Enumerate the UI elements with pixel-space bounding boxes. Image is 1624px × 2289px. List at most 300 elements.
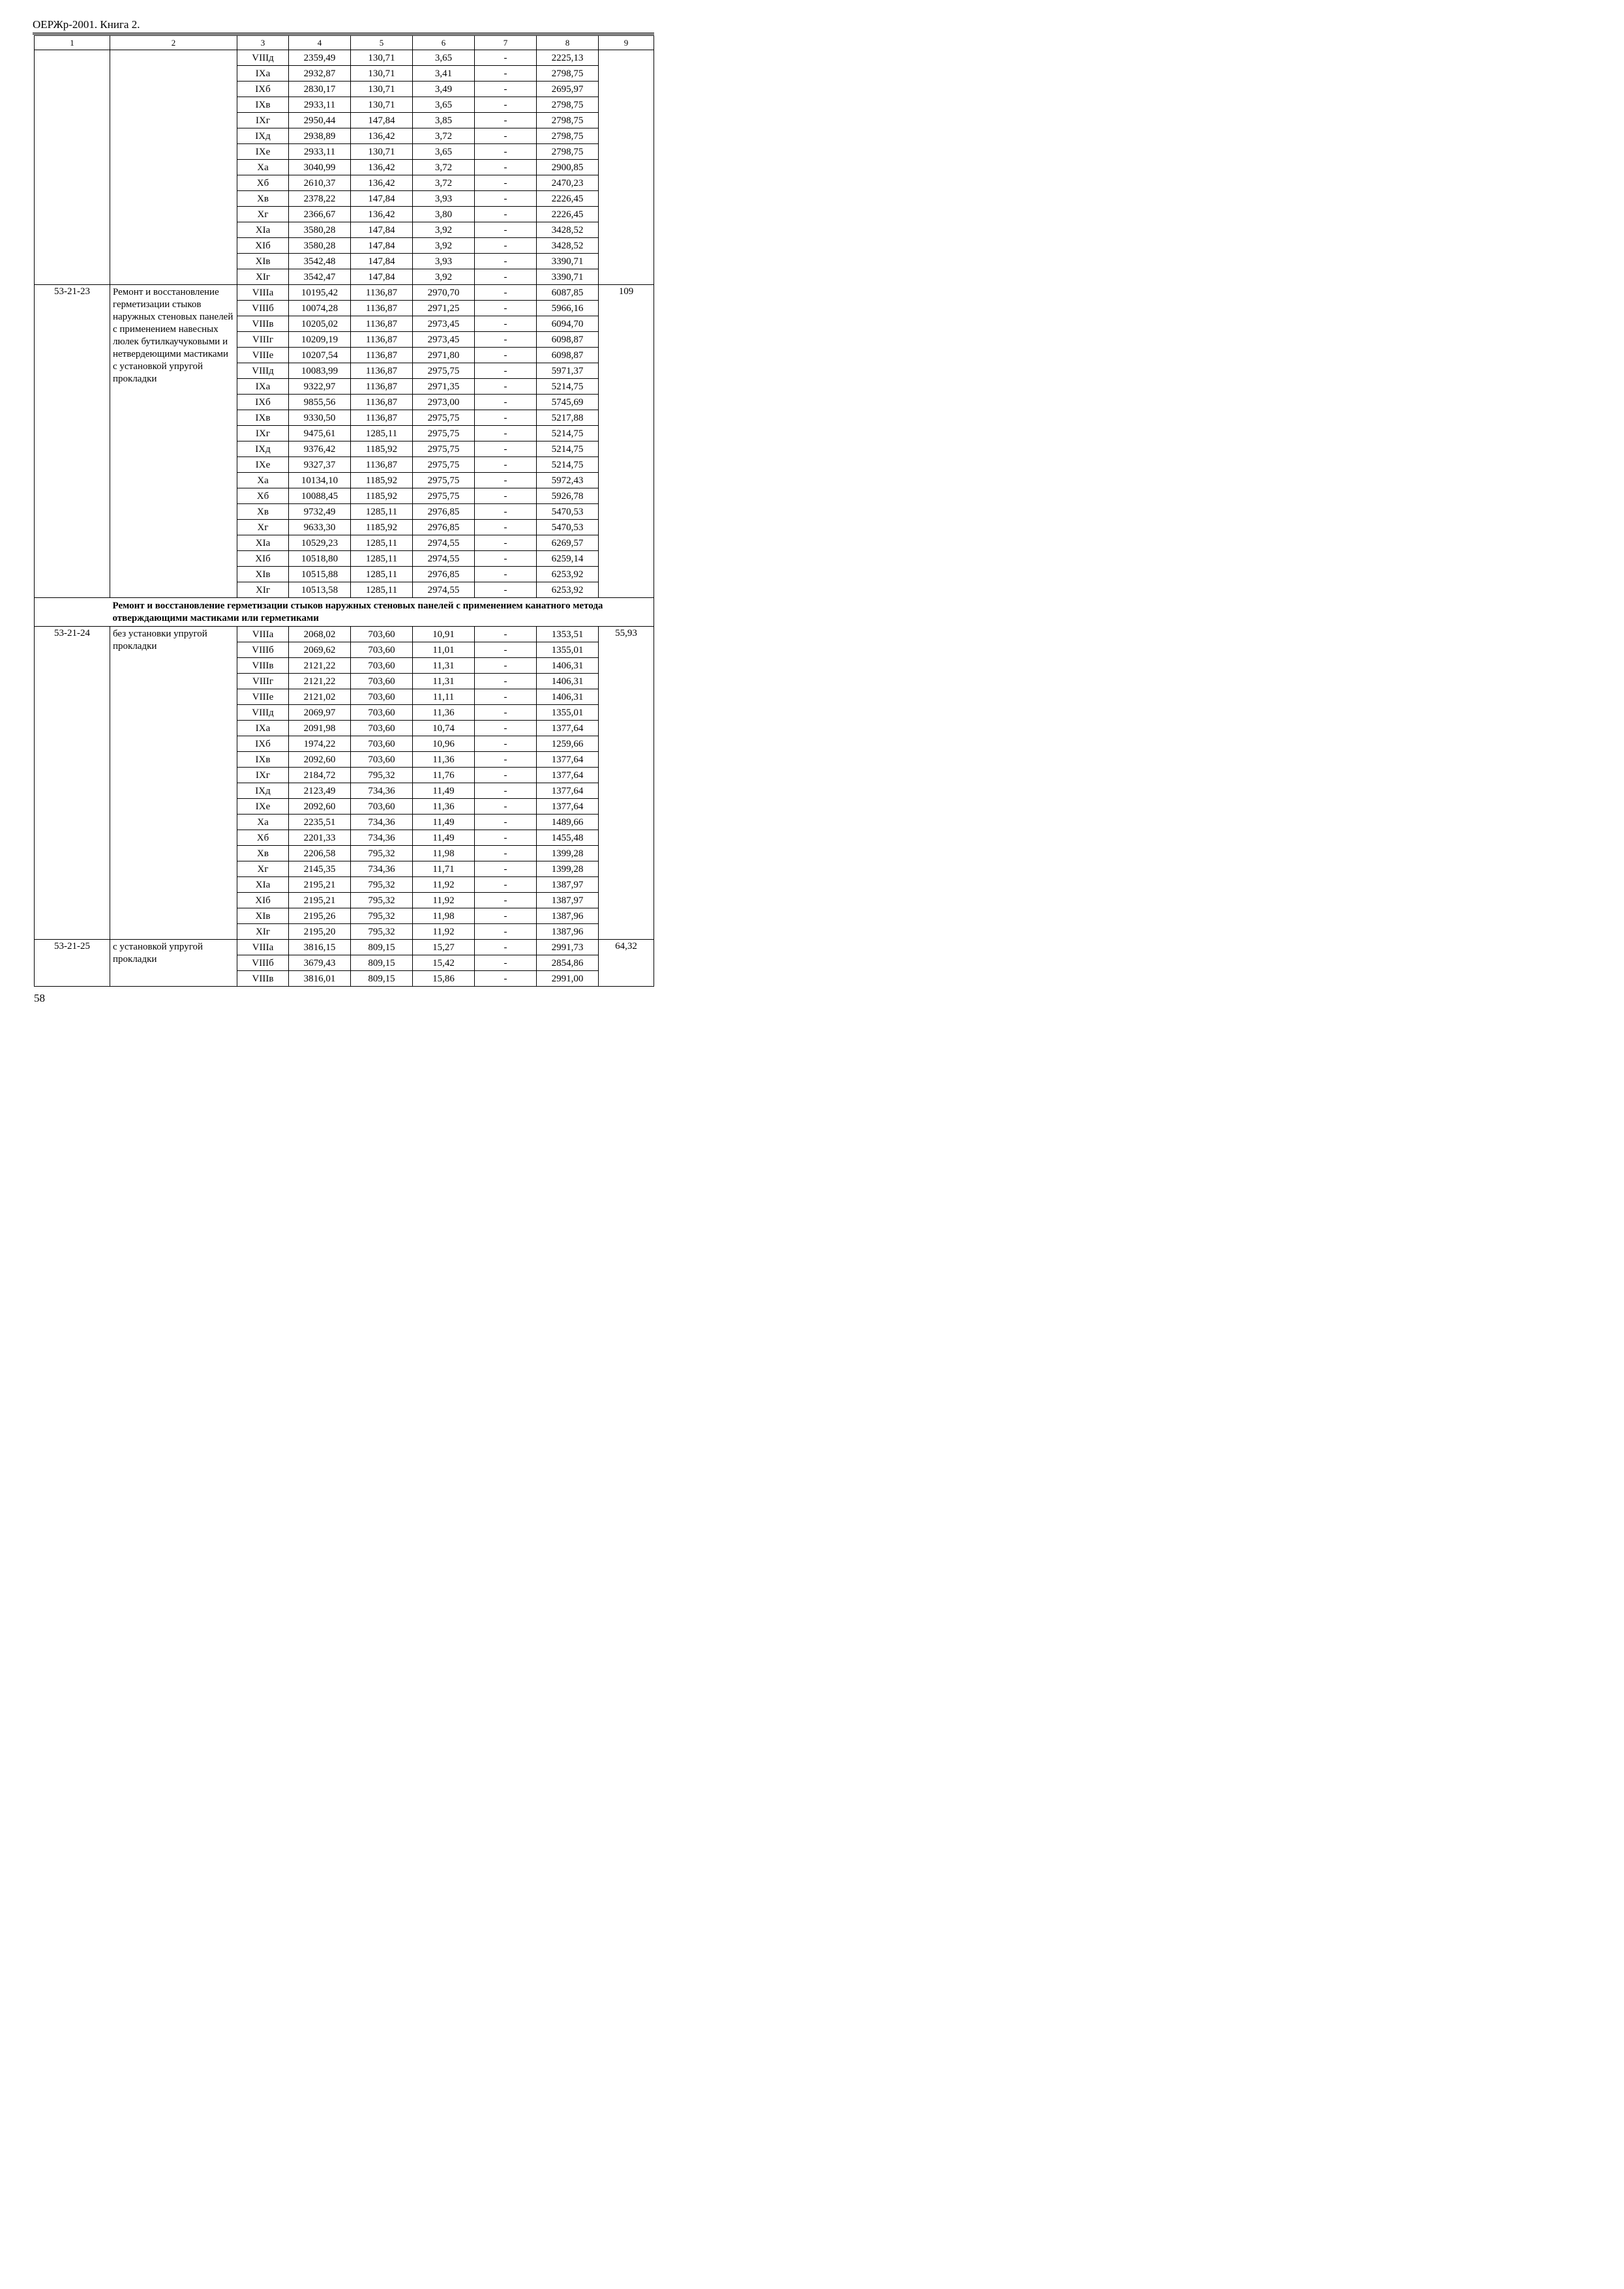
total-cost: 1974,22: [289, 736, 351, 752]
machinist-wages: -: [475, 395, 537, 410]
zone-code: VIIIг: [237, 674, 289, 689]
column-number: 9: [599, 36, 654, 50]
materials-cost: 1387,96: [537, 908, 599, 924]
total-cost: 10083,99: [289, 363, 351, 379]
machine-cost: 11,49: [413, 783, 475, 799]
machinist-wages: -: [475, 736, 537, 752]
machine-cost: 15,27: [413, 940, 475, 955]
zone-code: Xв: [237, 191, 289, 207]
zone-code: IXа: [237, 379, 289, 395]
section-title: Ремонт и восстановление герметизации стыков наружных стеновых панелей с применением канатного метода отверждающими мастиками или герметиками: [110, 598, 654, 627]
materials-cost: 1489,66: [537, 815, 599, 830]
wages: 1136,87: [351, 348, 413, 363]
machine-cost: 2974,55: [413, 535, 475, 551]
machinist-wages: -: [475, 924, 537, 940]
machinist-wages: -: [475, 82, 537, 97]
total-cost: 9633,30: [289, 520, 351, 535]
zone-code: VIIIб: [237, 642, 289, 658]
machinist-wages: -: [475, 457, 537, 473]
machine-cost: 2975,75: [413, 473, 475, 488]
materials-cost: 2226,45: [537, 207, 599, 222]
rates-table: [34, 35, 654, 987]
materials-cost: 6253,92: [537, 582, 599, 598]
machinist-wages: -: [475, 551, 537, 567]
machinist-wages: -: [475, 752, 537, 768]
zone-code: IXе: [237, 457, 289, 473]
materials-cost: 6269,57: [537, 535, 599, 551]
machine-cost: 3,72: [413, 175, 475, 191]
total-cost: 10518,80: [289, 551, 351, 567]
wages: 147,84: [351, 222, 413, 238]
zone-code: Xа: [237, 815, 289, 830]
machine-cost: 10,74: [413, 721, 475, 736]
rates-table-body: [35, 36, 654, 987]
wages: 1136,87: [351, 457, 413, 473]
wages: 703,60: [351, 689, 413, 705]
zone-code: IXд: [237, 783, 289, 799]
machinist-wages: -: [475, 721, 537, 736]
machine-cost: 2975,75: [413, 426, 475, 441]
machinist-wages: -: [475, 520, 537, 535]
zone-code: XIб: [237, 238, 289, 254]
machinist-wages: -: [475, 426, 537, 441]
labor-cost: 55,93: [599, 627, 654, 940]
total-cost: 2933,11: [289, 144, 351, 160]
wages: 1285,11: [351, 551, 413, 567]
wages: 147,84: [351, 269, 413, 285]
total-cost: 10515,88: [289, 567, 351, 582]
materials-cost: 1377,64: [537, 783, 599, 799]
machinist-wages: -: [475, 316, 537, 332]
materials-cost: 5745,69: [537, 395, 599, 410]
wages: 703,60: [351, 674, 413, 689]
column-number: 3: [237, 36, 289, 50]
machine-cost: 2975,75: [413, 363, 475, 379]
wages: 147,84: [351, 113, 413, 128]
machine-cost: 11,92: [413, 893, 475, 908]
wages: 147,84: [351, 191, 413, 207]
wages: 734,36: [351, 815, 413, 830]
zone-code: XIг: [237, 582, 289, 598]
machinist-wages: -: [475, 191, 537, 207]
machine-cost: 3,92: [413, 269, 475, 285]
materials-cost: 3390,71: [537, 269, 599, 285]
rate-code: [35, 50, 110, 285]
materials-cost: 5971,37: [537, 363, 599, 379]
zone-code: XIа: [237, 877, 289, 893]
total-cost: 2359,49: [289, 50, 351, 66]
zone-code: IXв: [237, 410, 289, 426]
zone-code: IXг: [237, 113, 289, 128]
machine-cost: 3,65: [413, 144, 475, 160]
zone-code: Xб: [237, 830, 289, 846]
zone-code: IXб: [237, 395, 289, 410]
machinist-wages: -: [475, 689, 537, 705]
materials-cost: 6098,87: [537, 332, 599, 348]
machine-cost: 15,86: [413, 971, 475, 987]
machinist-wages: -: [475, 955, 537, 971]
total-cost: 2092,60: [289, 799, 351, 815]
machinist-wages: -: [475, 285, 537, 301]
machinist-wages: -: [475, 379, 537, 395]
materials-cost: 2798,75: [537, 66, 599, 82]
wages: 130,71: [351, 50, 413, 66]
materials-cost: 2225,13: [537, 50, 599, 66]
wages: 1136,87: [351, 395, 413, 410]
wages: 795,32: [351, 924, 413, 940]
wages: 1185,92: [351, 520, 413, 535]
total-cost: 2206,58: [289, 846, 351, 861]
machine-cost: 2971,80: [413, 348, 475, 363]
labor-cost: 109: [599, 285, 654, 598]
zone-code: IXг: [237, 768, 289, 783]
machine-cost: 3,72: [413, 160, 475, 175]
machinist-wages: -: [475, 473, 537, 488]
machinist-wages: -: [475, 846, 537, 861]
machine-cost: 2976,85: [413, 520, 475, 535]
machine-cost: 2973,45: [413, 316, 475, 332]
total-cost: 2121,22: [289, 674, 351, 689]
zone-code: VIIIг: [237, 332, 289, 348]
column-number: 6: [413, 36, 475, 50]
materials-cost: 5214,75: [537, 457, 599, 473]
materials-cost: 2991,73: [537, 940, 599, 955]
machine-cost: 3,65: [413, 50, 475, 66]
total-cost: 2121,22: [289, 658, 351, 674]
total-cost: 3816,15: [289, 940, 351, 955]
total-cost: 2092,60: [289, 752, 351, 768]
section-empty-cell: [35, 598, 110, 627]
wages: 136,42: [351, 160, 413, 175]
total-cost: 2235,51: [289, 815, 351, 830]
total-cost: 9732,49: [289, 504, 351, 520]
materials-cost: 5470,53: [537, 520, 599, 535]
machinist-wages: -: [475, 799, 537, 815]
total-cost: 3679,43: [289, 955, 351, 971]
machine-cost: 11,98: [413, 846, 475, 861]
total-cost: 3580,28: [289, 222, 351, 238]
machinist-wages: -: [475, 535, 537, 551]
machinist-wages: -: [475, 658, 537, 674]
total-cost: 3040,99: [289, 160, 351, 175]
materials-cost: 1377,64: [537, 799, 599, 815]
machine-cost: 2973,00: [413, 395, 475, 410]
zone-code: VIIIв: [237, 971, 289, 987]
total-cost: 9376,42: [289, 441, 351, 457]
total-cost: 2830,17: [289, 82, 351, 97]
wages: 809,15: [351, 940, 413, 955]
wages: 1136,87: [351, 379, 413, 395]
machinist-wages: -: [475, 940, 537, 955]
zone-code: IXб: [237, 82, 289, 97]
machinist-wages: -: [475, 441, 537, 457]
wages: 130,71: [351, 66, 413, 82]
labor-cost: [599, 50, 654, 285]
zone-code: VIIIб: [237, 301, 289, 316]
machine-cost: 11,49: [413, 815, 475, 830]
zone-code: Xв: [237, 504, 289, 520]
materials-cost: 1406,31: [537, 674, 599, 689]
materials-cost: 1406,31: [537, 689, 599, 705]
materials-cost: 5972,43: [537, 473, 599, 488]
zone-code: IXд: [237, 128, 289, 144]
wages: 703,60: [351, 658, 413, 674]
zone-code: IXа: [237, 721, 289, 736]
wages: 1136,87: [351, 363, 413, 379]
wages: 136,42: [351, 175, 413, 191]
wages: 1285,11: [351, 426, 413, 441]
wages: 734,36: [351, 861, 413, 877]
machinist-wages: -: [475, 783, 537, 799]
zone-code: XIв: [237, 567, 289, 582]
machinist-wages: -: [475, 301, 537, 316]
machine-cost: 3,41: [413, 66, 475, 82]
wages: 1185,92: [351, 473, 413, 488]
machine-cost: 11,36: [413, 705, 475, 721]
machine-cost: 11,36: [413, 799, 475, 815]
materials-cost: 1377,64: [537, 752, 599, 768]
machinist-wages: -: [475, 175, 537, 191]
machinist-wages: -: [475, 410, 537, 426]
machinist-wages: -: [475, 705, 537, 721]
wages: 703,60: [351, 799, 413, 815]
total-cost: 3542,47: [289, 269, 351, 285]
machine-cost: 11,98: [413, 908, 475, 924]
total-cost: 2933,11: [289, 97, 351, 113]
rate-code: 53-21-25: [35, 940, 110, 987]
total-cost: 2932,87: [289, 66, 351, 82]
machine-cost: 2975,75: [413, 457, 475, 473]
machinist-wages: -: [475, 50, 537, 66]
machine-cost: 11,49: [413, 830, 475, 846]
machinist-wages: -: [475, 332, 537, 348]
machinist-wages: -: [475, 971, 537, 987]
rate-code: 53-21-23: [35, 285, 110, 598]
machinist-wages: -: [475, 815, 537, 830]
machinist-wages: -: [475, 567, 537, 582]
materials-cost: 1353,51: [537, 627, 599, 642]
table-row: [35, 285, 654, 301]
machine-cost: 11,31: [413, 674, 475, 689]
zone-code: XIг: [237, 924, 289, 940]
total-cost: 10134,10: [289, 473, 351, 488]
materials-cost: 6098,87: [537, 348, 599, 363]
machine-cost: 2975,75: [413, 441, 475, 457]
machinist-wages: -: [475, 674, 537, 689]
machine-cost: 2976,85: [413, 567, 475, 582]
materials-cost: 1355,01: [537, 705, 599, 721]
machinist-wages: -: [475, 627, 537, 642]
column-number: 8: [537, 36, 599, 50]
total-cost: 10209,19: [289, 332, 351, 348]
total-cost: 2195,20: [289, 924, 351, 940]
zone-code: Xа: [237, 473, 289, 488]
machine-cost: 2976,85: [413, 504, 475, 520]
total-cost: 3816,01: [289, 971, 351, 987]
machine-cost: 10,91: [413, 627, 475, 642]
wages: 1285,11: [351, 582, 413, 598]
column-number-row: [35, 36, 654, 50]
machine-cost: 2971,35: [413, 379, 475, 395]
section-heading-row: [35, 598, 654, 627]
total-cost: 3580,28: [289, 238, 351, 254]
zone-code: Xг: [237, 861, 289, 877]
wages: 147,84: [351, 254, 413, 269]
wages: 1136,87: [351, 316, 413, 332]
materials-cost: 1387,97: [537, 893, 599, 908]
zone-code: Xб: [237, 175, 289, 191]
total-cost: 2366,67: [289, 207, 351, 222]
materials-cost: 2695,97: [537, 82, 599, 97]
zone-code: VIIIа: [237, 285, 289, 301]
total-cost: 2068,02: [289, 627, 351, 642]
materials-cost: 2798,75: [537, 144, 599, 160]
total-cost: 10513,58: [289, 582, 351, 598]
machine-cost: 3,72: [413, 128, 475, 144]
zone-code: VIIIд: [237, 50, 289, 66]
machine-cost: 3,65: [413, 97, 475, 113]
total-cost: 9855,56: [289, 395, 351, 410]
wages: 136,42: [351, 207, 413, 222]
total-cost: 2378,22: [289, 191, 351, 207]
total-cost: 2069,97: [289, 705, 351, 721]
machine-cost: 2971,25: [413, 301, 475, 316]
machinist-wages: -: [475, 582, 537, 598]
rate-description: без установки упругой прокладки: [110, 627, 237, 940]
rate-description: [110, 50, 237, 285]
wages: 703,60: [351, 627, 413, 642]
total-cost: 2123,49: [289, 783, 351, 799]
table-row: [35, 50, 654, 66]
table-row: [35, 940, 654, 955]
wages: 795,32: [351, 908, 413, 924]
zone-code: IXе: [237, 799, 289, 815]
zone-code: IXб: [237, 736, 289, 752]
materials-cost: 1399,28: [537, 861, 599, 877]
total-cost: 9475,61: [289, 426, 351, 441]
rate-code: 53-21-24: [35, 627, 110, 940]
zone-code: VIIIв: [237, 658, 289, 674]
zone-code: XIв: [237, 254, 289, 269]
wages: 734,36: [351, 830, 413, 846]
machine-cost: 3,92: [413, 222, 475, 238]
column-number: 5: [351, 36, 413, 50]
materials-cost: 1377,64: [537, 721, 599, 736]
wages: 809,15: [351, 971, 413, 987]
materials-cost: 2991,00: [537, 971, 599, 987]
materials-cost: 6087,85: [537, 285, 599, 301]
total-cost: 2069,62: [289, 642, 351, 658]
machinist-wages: -: [475, 207, 537, 222]
machine-cost: 2975,75: [413, 488, 475, 504]
total-cost: 2195,21: [289, 893, 351, 908]
zone-code: VIIIа: [237, 940, 289, 955]
materials-cost: 5214,75: [537, 379, 599, 395]
zone-code: Xа: [237, 160, 289, 175]
wages: 1285,11: [351, 567, 413, 582]
machine-cost: 11,01: [413, 642, 475, 658]
machinist-wages: -: [475, 238, 537, 254]
total-cost: 2195,21: [289, 877, 351, 893]
materials-cost: 3428,52: [537, 238, 599, 254]
zone-code: IXг: [237, 426, 289, 441]
wages: 1136,87: [351, 301, 413, 316]
total-cost: 2184,72: [289, 768, 351, 783]
machine-cost: 2973,45: [413, 332, 475, 348]
total-cost: 9327,37: [289, 457, 351, 473]
zone-code: Xб: [237, 488, 289, 504]
wages: 703,60: [351, 642, 413, 658]
machinist-wages: -: [475, 830, 537, 846]
column-number: 4: [289, 36, 351, 50]
materials-cost: 5470,53: [537, 504, 599, 520]
zone-code: XIв: [237, 908, 289, 924]
machinist-wages: -: [475, 877, 537, 893]
materials-cost: 1259,66: [537, 736, 599, 752]
document-header: ОЕРЖр-2001. Книга 2.: [33, 18, 140, 31]
zone-code: IXв: [237, 752, 289, 768]
machine-cost: 11,31: [413, 658, 475, 674]
zone-code: Xв: [237, 846, 289, 861]
zone-code: VIIIд: [237, 705, 289, 721]
machinist-wages: -: [475, 861, 537, 877]
machine-cost: 2974,55: [413, 582, 475, 598]
total-cost: 2201,33: [289, 830, 351, 846]
machine-cost: 11,92: [413, 924, 475, 940]
materials-cost: 5214,75: [537, 441, 599, 457]
machinist-wages: -: [475, 363, 537, 379]
machine-cost: 2974,55: [413, 551, 475, 567]
zone-code: XIа: [237, 535, 289, 551]
zone-code: XIа: [237, 222, 289, 238]
machine-cost: 3,93: [413, 191, 475, 207]
wages: 1136,87: [351, 332, 413, 348]
materials-cost: 6094,70: [537, 316, 599, 332]
column-number: 1: [35, 36, 110, 50]
machine-cost: 3,85: [413, 113, 475, 128]
total-cost: 10195,42: [289, 285, 351, 301]
materials-cost: 5966,16: [537, 301, 599, 316]
machine-cost: 11,11: [413, 689, 475, 705]
wages: 1285,11: [351, 535, 413, 551]
machine-cost: 3,80: [413, 207, 475, 222]
machine-cost: 11,76: [413, 768, 475, 783]
wages: 1136,87: [351, 285, 413, 301]
machine-cost: 3,49: [413, 82, 475, 97]
column-number: 7: [475, 36, 537, 50]
materials-cost: 2854,86: [537, 955, 599, 971]
materials-cost: 5214,75: [537, 426, 599, 441]
machinist-wages: -: [475, 768, 537, 783]
materials-cost: 1406,31: [537, 658, 599, 674]
page-number: 58: [34, 992, 45, 1004]
machinist-wages: -: [475, 128, 537, 144]
wages: 795,32: [351, 893, 413, 908]
machinist-wages: -: [475, 348, 537, 363]
machine-cost: 2970,70: [413, 285, 475, 301]
machine-cost: 10,96: [413, 736, 475, 752]
materials-cost: 1387,97: [537, 877, 599, 893]
zone-code: IXа: [237, 66, 289, 82]
zone-code: XIб: [237, 893, 289, 908]
machinist-wages: -: [475, 269, 537, 285]
total-cost: 3542,48: [289, 254, 351, 269]
wages: 795,32: [351, 877, 413, 893]
total-cost: 2938,89: [289, 128, 351, 144]
materials-cost: 2798,75: [537, 128, 599, 144]
materials-cost: 6253,92: [537, 567, 599, 582]
total-cost: 2091,98: [289, 721, 351, 736]
